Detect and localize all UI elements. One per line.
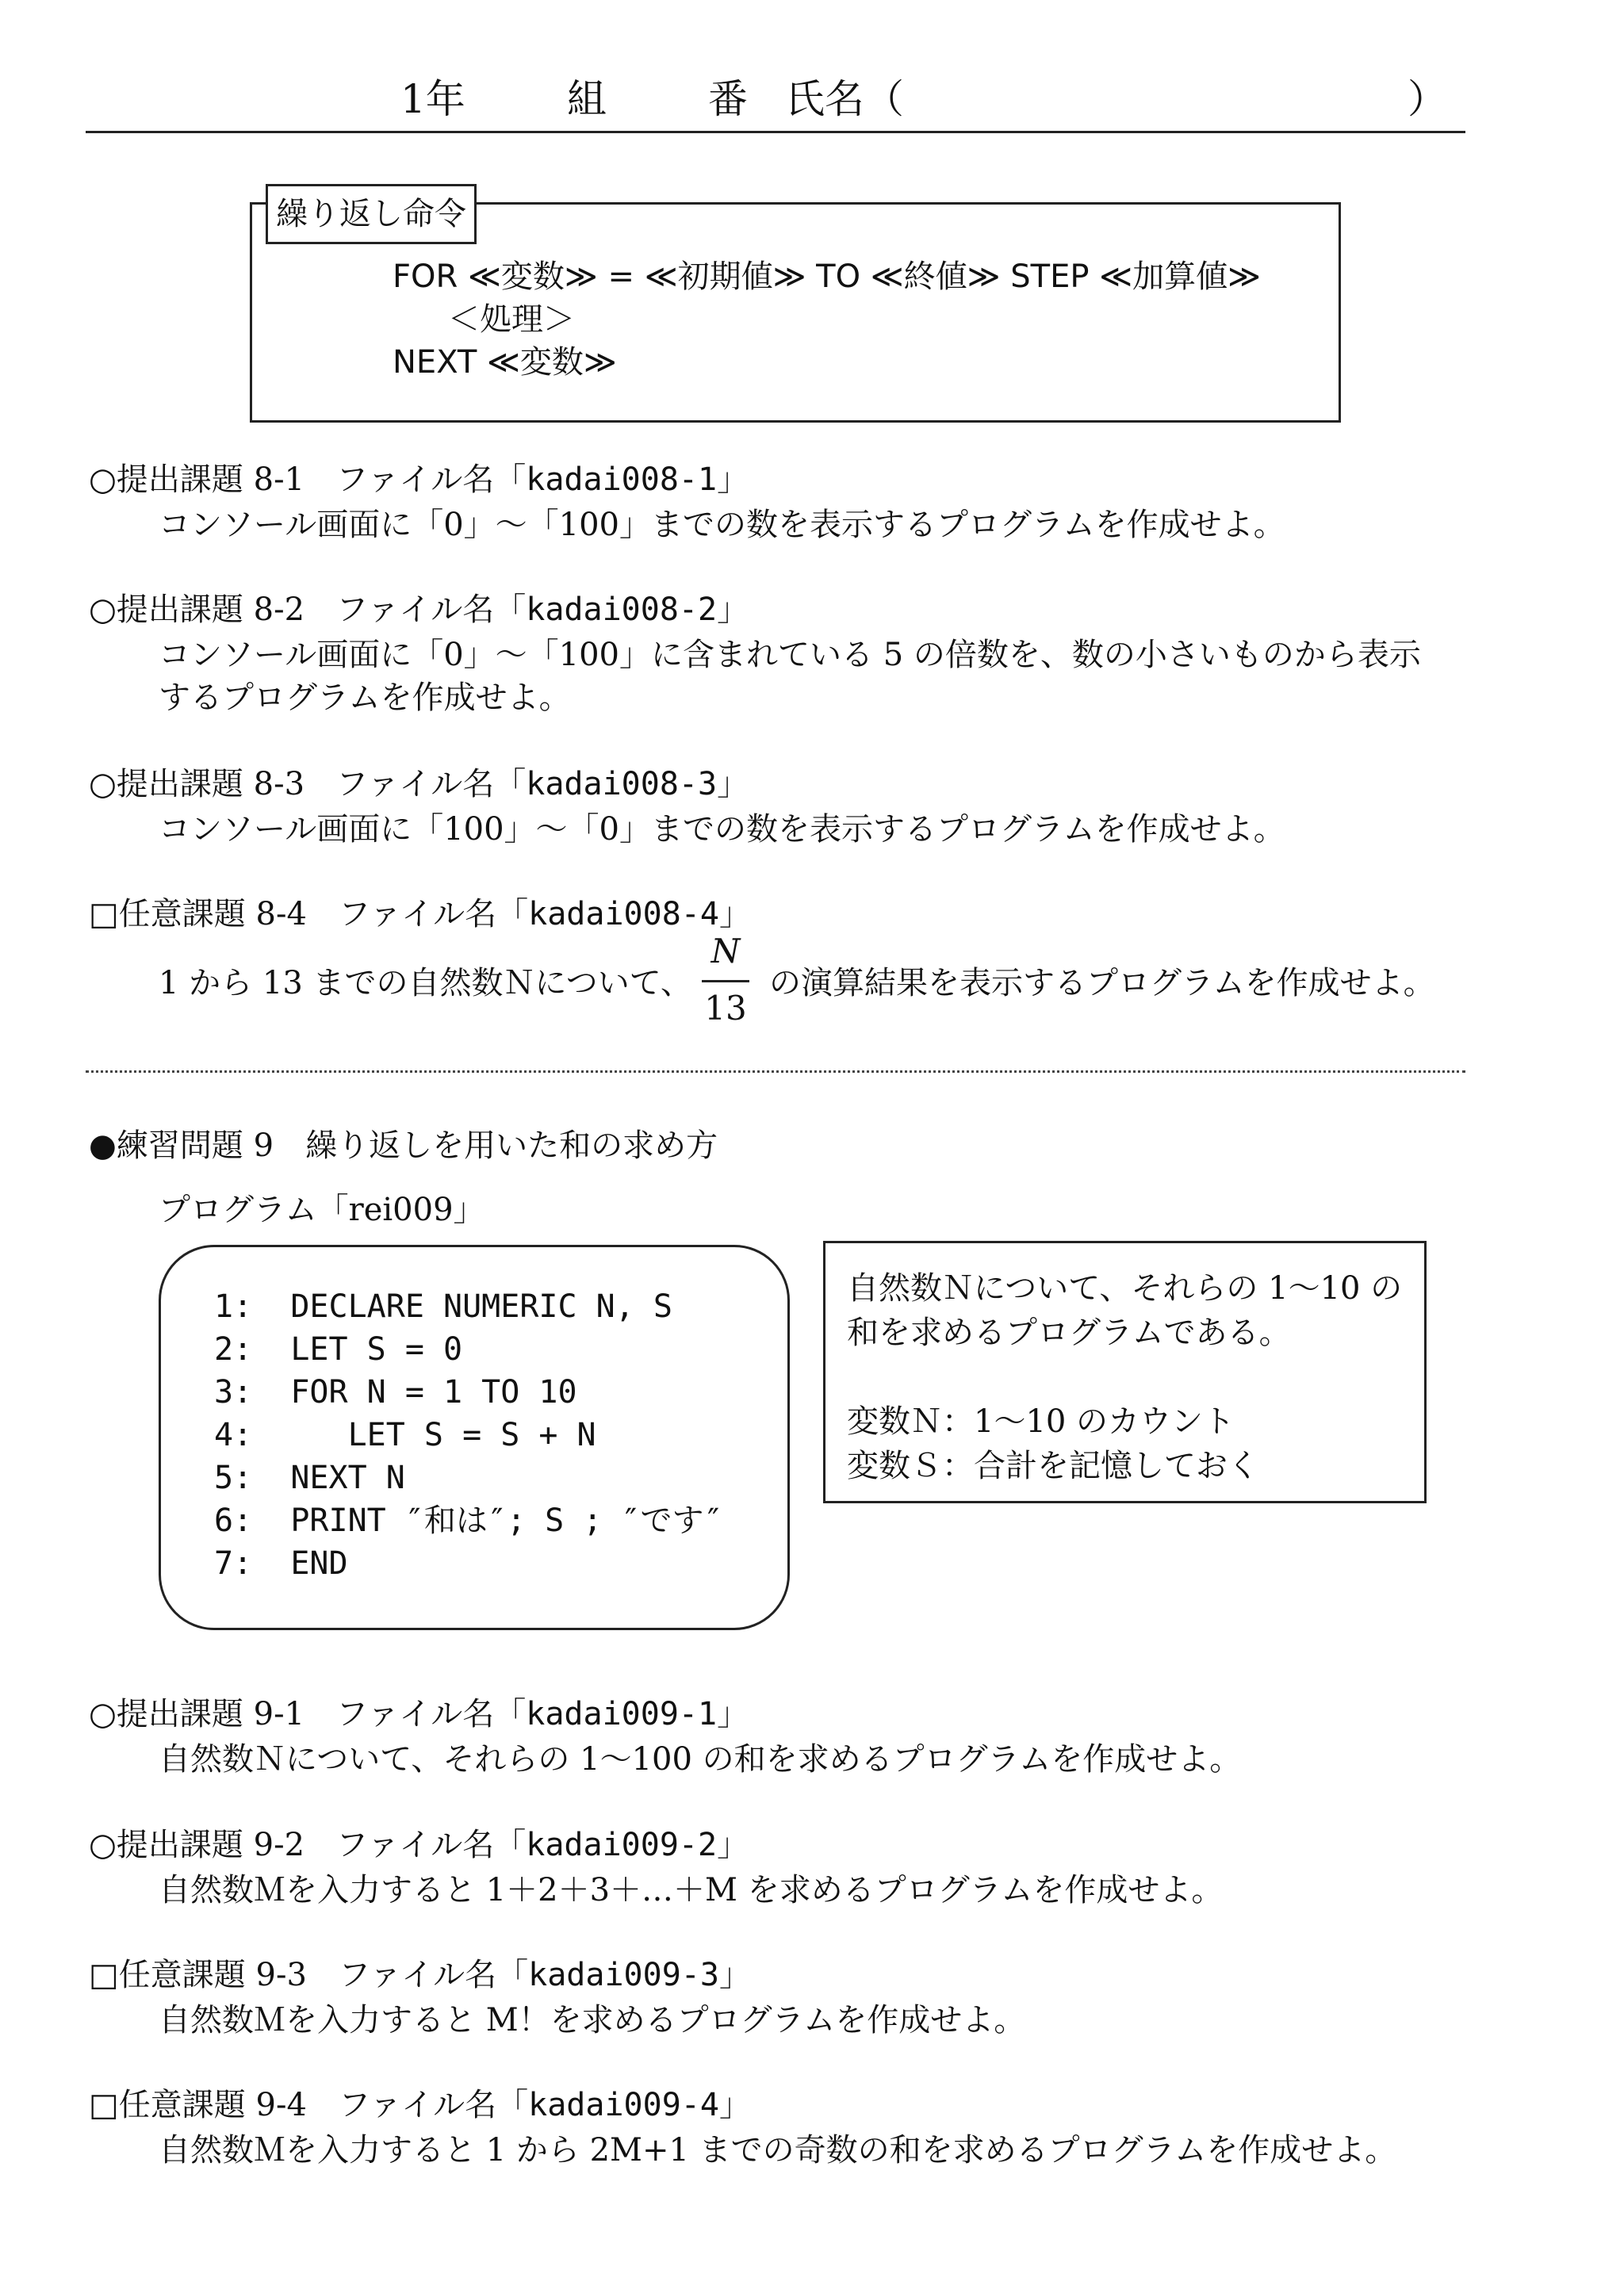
class-label: 組 (567, 76, 607, 122)
task-9-1-desc: 自然数Ｎについて、それらの 1～100 の和を求めるプログラムを作成せよ。 (159, 1741, 1242, 1778)
task-9-3-title: □任意課題 9-3 ファイル名「kadai009-3」 (89, 1957, 751, 1993)
task-8-3-title: ○提出課題 8-3 ファイル名「kadai008-3」 (89, 766, 749, 802)
task-8-4-desc-before: 1 から 13 までの自然数Ｎについて、 (159, 965, 692, 1001)
fraction-bar (702, 980, 749, 982)
task-9-3-desc: 自然数Ｍを入力すると M！を求めるプログラムを作成せよ。 (159, 2002, 1026, 2038)
task-8-2-desc-line-1: コンソール画面に「0」～「100」に含まれている 5 の倍数を、数の小さいものから表示 (159, 637, 1421, 673)
header-rule (86, 131, 1465, 133)
note-line: 和を求めるプログラムである。 (847, 1315, 1291, 1351)
task-9-4-title: □任意課題 9-4 ファイル名「kadai009-4」 (89, 2087, 751, 2123)
code-line: 5: NEXT N (214, 1460, 405, 1496)
task-8-4-title: □任意課題 8-4 ファイル名「kadai008-4」 (89, 896, 751, 932)
code-line: 6: PRINT ″和は″; S ; ″です″ (214, 1503, 723, 1539)
syntax-label: 繰り返し命令 (266, 184, 477, 244)
code-line: 1: DECLARE NUMERIC N, S (214, 1288, 672, 1325)
code-line: 7: END (214, 1545, 348, 1582)
code-line: 3: FOR N = 1 TO 10 (214, 1374, 577, 1411)
task-8-2-desc-line-2: するプログラムを作成せよ。 (159, 679, 571, 716)
section-divider (86, 1070, 1465, 1073)
number-label: 番 (708, 76, 748, 122)
note-line: 変数Ｎ：1～10 のカウント (847, 1403, 1235, 1440)
name-label: 氏名（ (785, 76, 904, 122)
task-9-4-desc: 自然数Ｍを入力すると 1 から 2M+1 までの奇数の和を求めるプログラムを作成せよ。 (159, 2132, 1397, 2169)
note-line: 変数Ｓ：合計を記憶しておく (847, 1448, 1259, 1484)
syntax-line-process: ＜処理＞ (448, 301, 575, 338)
task-8-1-title: ○提出課題 8-1 ファイル名「kadai008-1」 (89, 461, 749, 498)
fraction-numerator: N (710, 932, 741, 970)
task-9-1-title: ○提出課題 9-1 ファイル名「kadai009-1」 (89, 1696, 749, 1732)
code-line: 4: LET S = S + N (214, 1417, 596, 1453)
page-header (0, 71, 1624, 135)
code-line: 2: LET S = 0 (214, 1331, 463, 1368)
grade-label: 1年 (400, 76, 465, 122)
task-9-2-title: ○提出課題 9-2 ファイル名「kadai009-2」 (89, 1827, 749, 1863)
task-8-4-desc-after: の演算結果を表示するプログラムを作成せよ。 (769, 965, 1435, 1001)
syntax-line-next: NEXT ≪変数≫ (393, 344, 617, 381)
task-9-2-desc: 自然数Ｍを入力すると 1＋2＋3＋…＋M を求めるプログラムを作成せよ。 (159, 1872, 1224, 1908)
program-label: プログラム「rei009」 (159, 1192, 485, 1228)
task-8-3-desc: コンソール画面に「100」～「0」までの数を表示するプログラムを作成せよ。 (159, 811, 1285, 848)
name-close: ） (1408, 76, 1447, 122)
note-line: 自然数Ｎについて、それらの 1～10 の (847, 1270, 1403, 1307)
task-8-2-title: ○提出課題 8-2 ファイル名「kadai008-2」 (89, 591, 749, 628)
task-8-1-desc: コンソール画面に「0」～「100」までの数を表示するプログラムを作成せよ。 (159, 507, 1285, 543)
syntax-line-for: FOR ≪変数≫ = ≪初期値≫ TO ≪終値≫ STEP ≪加算値≫ (393, 258, 1261, 295)
fraction (698, 929, 753, 1032)
fraction-denominator: 13 (704, 989, 747, 1028)
practice-heading: ●練習問題 9 繰り返しを用いた和の求め方 (89, 1127, 718, 1164)
